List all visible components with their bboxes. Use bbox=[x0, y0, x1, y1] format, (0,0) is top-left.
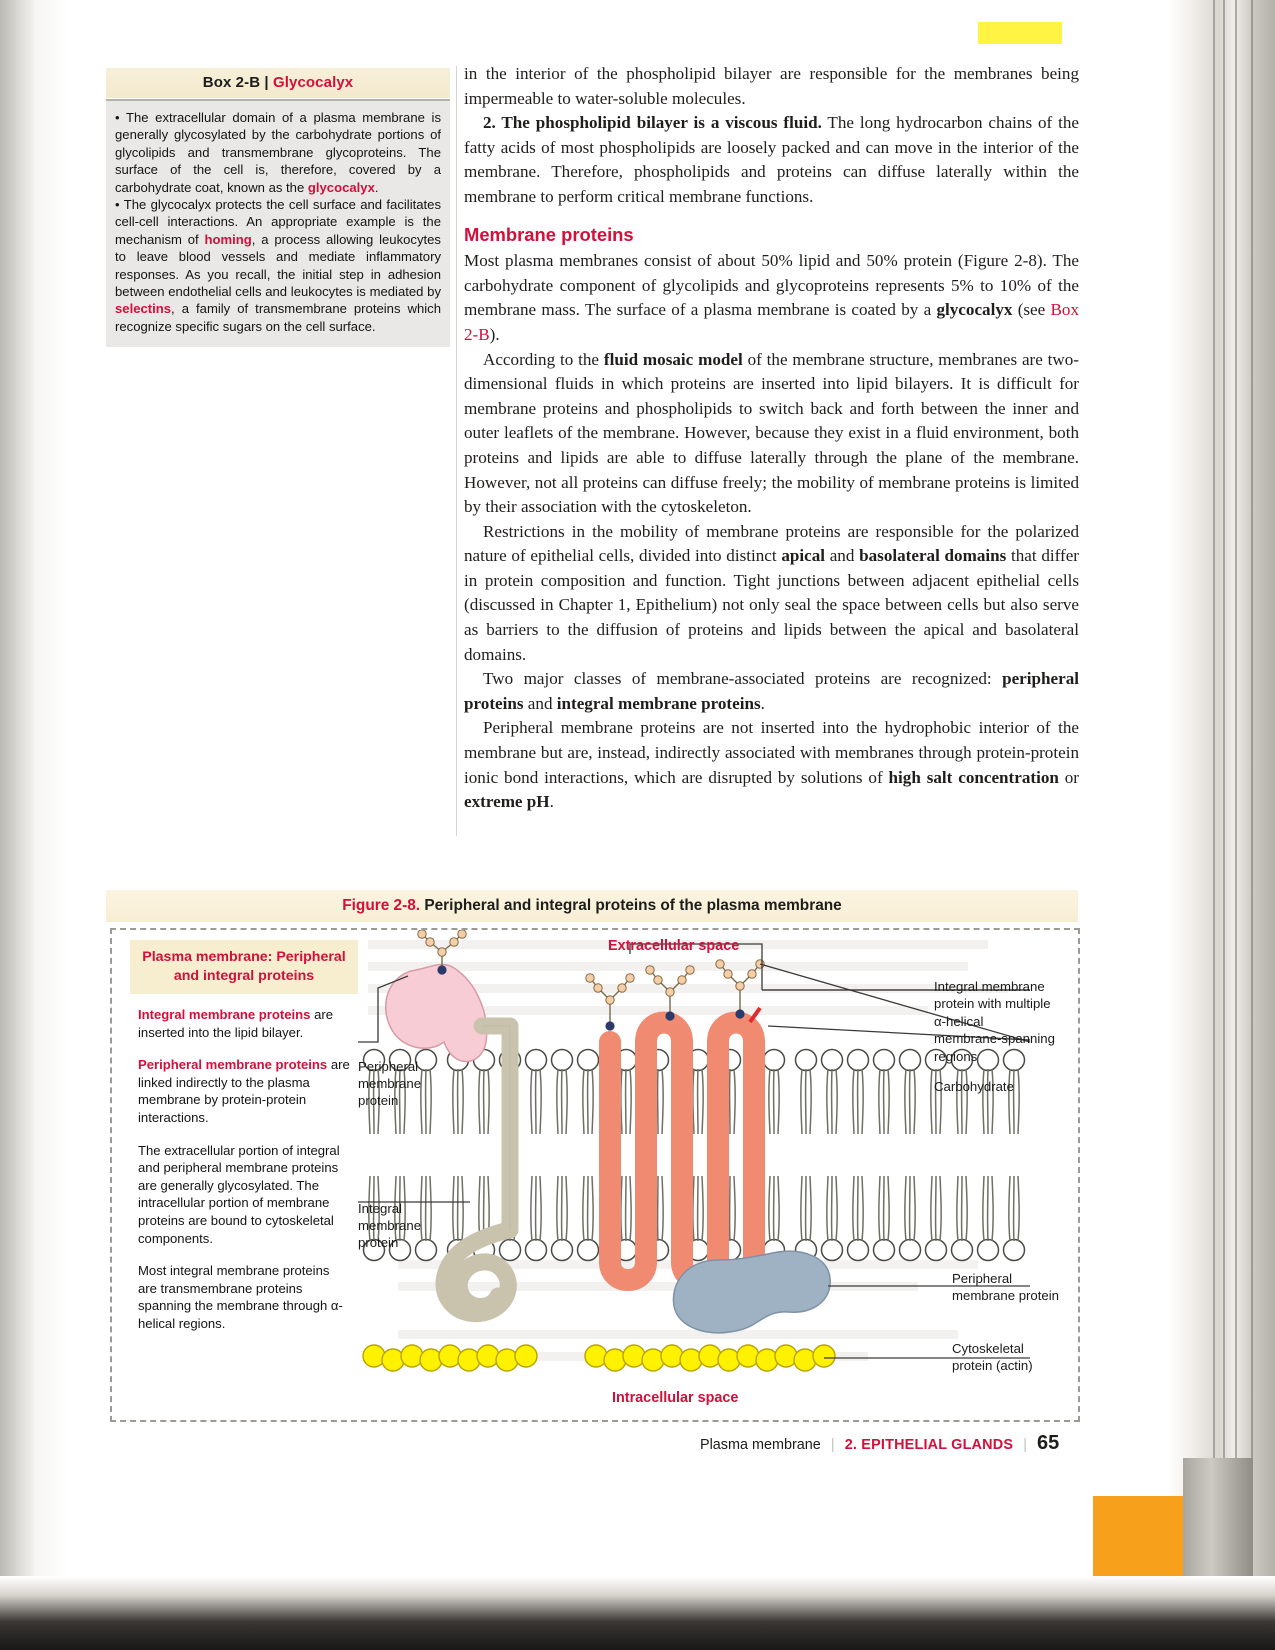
section-heading-membrane-proteins: Membrane proteins bbox=[464, 223, 634, 245]
page-footer bbox=[700, 1432, 1059, 1455]
peripheral-protein-intracellular-blue bbox=[673, 1251, 830, 1333]
label-integral-membrane-protein-left: Integral membrane protein bbox=[358, 1201, 422, 1250]
legend-item-2-text: The extracellular portion of integral and peripheral membrane proteins are generally glycosylated. The intracellular portion of membrane proteins are bound to cytoskeletal components. bbox=[138, 1142, 340, 1246]
body-p4-term: fluid mosaic model bbox=[603, 349, 743, 369]
footer-page-number: 65 bbox=[1037, 1432, 1060, 1454]
legend-item-0-text: are inserted into the lipid bilayer. bbox=[138, 1007, 334, 1040]
column-divider bbox=[456, 66, 457, 836]
box-2b-paragraph-2 bbox=[115, 196, 441, 335]
figure-caption-band bbox=[106, 890, 1078, 922]
footer-separator-1: | bbox=[830, 1436, 835, 1453]
label-extracellular-space: Extracellular space bbox=[608, 938, 740, 954]
body-p3-a: Most plasma membranes consist of about 50% lipid and 50% protein (Figure 2-8). The carbohydrate component of glycolipids and glycoproteins represents 5% to 10% of the membrane mass. The surface of a plasma membrane is coated by a bbox=[464, 251, 1079, 320]
box-2b-title: Glycocalyx bbox=[273, 74, 354, 91]
box-2b-p1-text: • The extracellular domain of a plasma membrane is generally glycosylated by the carbohydrate portions of glycolipids and transmembrane glycoproteins. The surface of the cell is, therefore, covered by a carbohydrate coat, known as the bbox=[115, 110, 441, 195]
box-2b-p2-text-b: , a process allowing leukocytes to leave blood vessels and mediate inflammatory responses. As you recall, the initial step in adhesion between endothelial cells and leukocytes is mediated by bbox=[115, 231, 441, 300]
legend-item-3 bbox=[138, 1262, 350, 1332]
legend-item-1-term: Peripheral membrane proteins bbox=[138, 1057, 328, 1073]
integral-protein-multipass-salmon bbox=[610, 1008, 760, 1280]
body-p6-c: . bbox=[760, 693, 765, 713]
figure-caption bbox=[342, 897, 841, 915]
body-paragraph-6 bbox=[464, 667, 1079, 716]
box-2b-paragraph-1 bbox=[115, 109, 441, 196]
body-p5-and: and bbox=[825, 546, 860, 566]
label-peripheral-membrane-protein-left: Peripheral membrane protein bbox=[358, 1059, 422, 1108]
box-2b-body bbox=[106, 101, 450, 347]
body-p3-b: (see bbox=[1012, 300, 1051, 320]
body-paragraph-1: in the interior of the phospholipid bilayer are responsible for the membranes being impermeable to water-soluble molecules. bbox=[464, 64, 1079, 108]
body-p4-a: According to the bbox=[483, 349, 604, 369]
figure-legend-title: Plasma membrane: Peripheral and integral proteins bbox=[130, 940, 358, 994]
body-p6-and: and bbox=[523, 693, 557, 713]
body-p3-box-link[interactable]: Box 2-B bbox=[464, 300, 1079, 344]
box-2b-header bbox=[106, 68, 450, 98]
label-integral-membrane-protein-right: Integral membrane protein with multiple α-helical membrane-spanning regions bbox=[934, 979, 1055, 1064]
legend-item-0-term: Integral membrane proteins bbox=[138, 1007, 311, 1022]
figure-legend-body bbox=[130, 994, 358, 1341]
body-paragraph-2 bbox=[464, 111, 1079, 209]
box-2b-number: Box 2-B | bbox=[202, 74, 273, 91]
label-intracellular-space: Intracellular space bbox=[612, 1390, 739, 1406]
lipid-bilayer-upper-leaflet bbox=[364, 1050, 1025, 1135]
body-paragraph-7 bbox=[464, 716, 1079, 814]
body-p2-lead: 2. The phospholipid bilayer is a viscous fluid. bbox=[483, 113, 822, 133]
body-paragraph-3 bbox=[464, 249, 1079, 347]
body-p7-a: Peripheral membrane proteins are not inserted into the hydrophobic interior of the membrane but are, instead, indirectly associated with membranes through protein-protein ionic bond interactions, which are disrupted by solutions of bbox=[464, 718, 1079, 787]
body-p4-b: of the membrane structure, membranes are two-dimensional fluids in which proteins are inserted into lipid bilayers. It is difficult for membrane proteins and phospholipids to switch back and forth between the inner and outer leaflets of the membrane. However, because they exist in a fluid environment, both proteins and lipids are able to diffuse laterally through the plane of the membrane. However, not all proteins can diffuse freely; the mobility of membrane proteins is limited by their association with the cytoskeleton. bbox=[464, 349, 1079, 517]
footer-separator-2: | bbox=[1023, 1436, 1028, 1453]
label-carbohydrate: Carbohydrate bbox=[934, 1079, 1014, 1094]
body-p7-or: or bbox=[1058, 767, 1079, 787]
box-2b-p2-text-c: , a family of transmembrane proteins which recognize specific sugars on the cell surface. bbox=[115, 301, 441, 334]
body-p5-a: Restrictions in the mobility of membrane proteins are responsible for the polarized nature of epithelial cells, divided into distinct bbox=[464, 521, 1079, 566]
box-2b-p2-text-a: • The glycocalyx protects the cell surface and facilitates cell-cell interactions. An appropriate example is the mechanism of bbox=[115, 197, 441, 247]
body-paragraph-5 bbox=[464, 520, 1079, 668]
body-p5-c: that differ in protein composition and function. Tight junctions between adjacent epithelial cells (discussed in Chapter 1, Epithelium) not only seal the space between cells but also serve as barriers to the diffusion of proteins and lipids between the apical and basolateral domains. bbox=[464, 546, 1079, 664]
body-p7-term-salt: high salt concentration bbox=[888, 767, 1059, 787]
box-2b-p1-end: . bbox=[374, 179, 379, 195]
box-2b-p2-term-homing: homing bbox=[204, 231, 252, 247]
body-p2-rest: The long hydrocarbon chains of the fatty acids of most phospholipids are loosely packed and can move in the interior of the membrane. Therefore, phospholipids and proteins can diffuse laterally within the membrane to perform critical membrane functions. bbox=[464, 113, 1079, 206]
legend-item-1 bbox=[138, 1056, 350, 1126]
body-p3-term: glycocalyx bbox=[936, 300, 1013, 320]
footer-chapter: 2. EPITHELIAL GLANDS bbox=[844, 1437, 1014, 1453]
figure-2-8 bbox=[110, 928, 1080, 1422]
body-paragraph-4 bbox=[464, 348, 1079, 520]
legend-item-1-text: are linked indirectly to the plasma membrane by protein-protein interactions. bbox=[138, 1057, 350, 1125]
label-peripheral-membrane-protein-right: Peripheral membrane protein bbox=[952, 1271, 1060, 1304]
legend-item-0 bbox=[138, 1006, 350, 1041]
legend-item-3-text: Most integral membrane proteins are transmembrane proteins spanning the membrane through α-helical regions. bbox=[138, 1263, 343, 1331]
legend-item-2 bbox=[138, 1142, 350, 1248]
body-p7-term-ph: extreme pH bbox=[464, 792, 550, 812]
figure-number: Figure 2-8. bbox=[342, 897, 421, 914]
label-cytoskeletal-protein: Cytoskeletal protein (actin) bbox=[952, 1341, 1033, 1374]
body-p6-a: Two major classes of membrane-associated proteins are recognized: bbox=[483, 669, 1003, 689]
figure-legend-panel bbox=[130, 940, 358, 1341]
body-p5-term-basolateral: basolateral domains bbox=[859, 546, 1007, 566]
body-p6-term-peripheral: peripheral proteins bbox=[464, 669, 1079, 713]
body-p6-term-integral: integral membrane proteins bbox=[556, 693, 761, 713]
body-p7-c: . bbox=[549, 792, 554, 812]
box-2b-p1-term: glycocalyx bbox=[307, 179, 375, 195]
box-2b bbox=[106, 68, 450, 347]
body-p3-c: ). bbox=[489, 324, 500, 344]
figure-caption-text: Peripheral and integral proteins of the plasma membrane bbox=[420, 897, 842, 914]
box-2b-p2-term-selectins: selectins bbox=[115, 301, 172, 317]
footer-topic: Plasma membrane bbox=[700, 1437, 821, 1453]
body-p5-term-apical: apical bbox=[781, 546, 825, 566]
main-text-column bbox=[464, 62, 1079, 815]
cytoskeletal-actin-filaments bbox=[363, 1345, 835, 1371]
